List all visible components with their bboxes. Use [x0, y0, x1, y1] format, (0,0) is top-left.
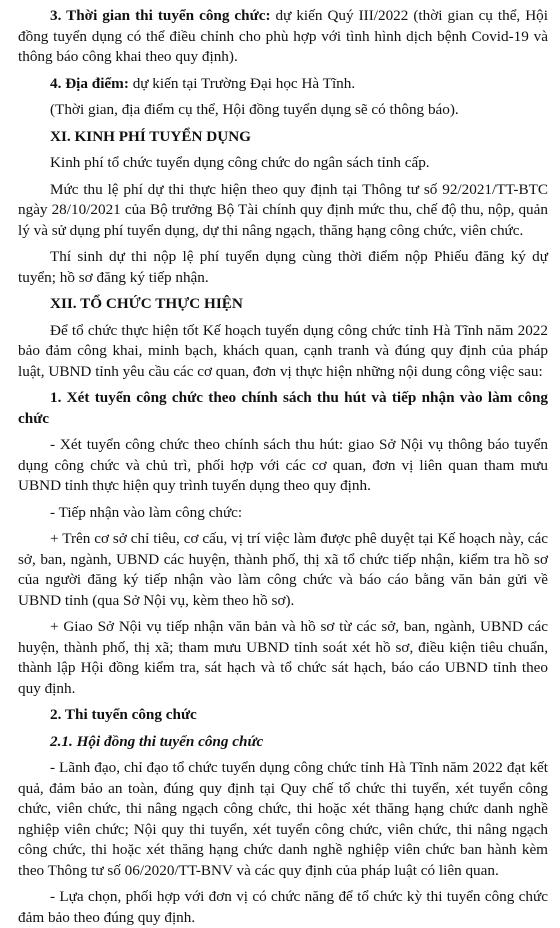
section-xi-paragraph-1: Kinh phí tổ chức tuyển dụng công chức do ngân sách tỉnh cấp. [50, 154, 430, 171]
section-3-paragraph [18, 6, 548, 68]
section-4-label: 4. Địa điểm: [50, 74, 129, 92]
section-xi-paragraph-3: Thí sinh dự thi nộp lệ phí tuyển dụng cùng thời điểm nộp Phiếu đăng ký dự tuyển; hồ sơ đăng ký tiếp nhận. [18, 248, 548, 286]
subsection-1-paragraph-2: - Tiếp nhận vào làm công chức: [50, 503, 243, 521]
section-4-note: (Thời gian, địa điểm cụ thể, Hội đồng tuyển dụng sẽ có thông báo). [50, 101, 459, 118]
subsection-1-heading: 1. Xét tuyển công chức theo chính sách thu hút và tiếp nhận vào làm công chức [18, 389, 548, 427]
section-xii-paragraph-1: Để tổ chức thực hiện tốt Kế hoạch tuyển dụng công chức tỉnh Hà Tĩnh năm 2022 bảo đảm công khai, minh bạch, khách quan, cạnh tranh và đúng quy định của pháp luật, UBND tỉnh yêu cầu các cơ quan, đơn vị thực hiện những nội dung công việc sau: [18, 321, 548, 380]
subsection-2-1-paragraph-2: - Lựa chọn, phối hợp với đơn vị có chức năng để tổ chức kỳ thi tuyển công chức đảm bảo theo đúng quy định. [18, 888, 548, 926]
subsection-1-paragraph-1: - Xét tuyển công chức theo chính sách thu hút: giao Sở Nội vụ thông báo tuyển dụng công chức và chủ trì, phối hợp với các cơ quan, đơn vị liên quan tham mưu UBND tỉnh thực hiện quy trình tuyển dụng theo quy định. [18, 436, 548, 494]
section-xi-paragraph-2: Mức thu lệ phí dự thi thực hiện theo quy định tại Thông tư số 92/2021/TT-BTC ngày 28/10/2021 của Bộ trưởng Bộ Tài chính quy định mức thu, chế độ thu, nộp, quản lý và sử dụng phí tuyển dụng, dự thi nâng ngạch, thăng hạng công chức, viên chức. [18, 180, 548, 239]
section-3-label: 3. Thời gian thi tuyển công chức: [50, 7, 271, 24]
subsection-1-paragraph-3: + Trên cơ sở chỉ tiêu, cơ cấu, vị trí việc làm được phê duyệt tại Kế hoạch này, các sở, ban, ngành, UBND các huyện, thành phố, thị xã tổ chức tiếp nhận, kiểm tra hồ sơ của người đăng ký tiếp nhận vào làm công chức và báo cáo bằng văn bản gửi về UBND tỉnh (qua Sở Nội vụ, kèm theo hồ sơ). [18, 530, 548, 609]
section-4-text: dự kiến tại Trường Đại học Hà Tĩnh. [128, 74, 356, 92]
subsection-2-1-heading: 2.1. Hội đồng thi tuyển công chức [50, 732, 264, 750]
subsection-2-heading: 2. Thi tuyển công chức [50, 706, 197, 723]
section-3-text: dự kiến Quý III/2022 (thời gian cụ thể, Hội đồng tuyển dụng có thể điều chỉnh cho phù hợp với tình hình dịch bệnh Covid-19 và thông báo công khai theo quy định). [18, 7, 548, 65]
section-xii-heading: XII. TỔ CHỨC THỰC HIỆN [50, 295, 243, 312]
section-xi-heading: XI. KINH PHÍ TUYỂN DỤNG [50, 127, 251, 145]
section-4-paragraph [18, 74, 548, 95]
subsection-2-1-paragraph-1: - Lãnh đạo, chỉ đạo tổ chức tuyển dụng công chức tỉnh Hà Tĩnh năm 2022 đạt kết quả, đảm bảo an toàn, đúng quy định tại Quy chế tổ chức thi tuyển, xét tuyển công chức, viên chức, thi nâng ngạch công chức, thi hoặc xét thăng hạng chức danh nghề nghiệp viên chức; Nội quy thi tuyển, xét tuyển công chức, viên chức, thi nâng ngạch công chức, thi hoặc xét thăng hạng chức danh nghề nghiệp viên chức ban hành kèm theo Thông tư số 06/2020/TT-BNV và các quy định của pháp luật có liên quan. [18, 759, 548, 879]
subsection-1-paragraph-4: + Giao Sở Nội vụ tiếp nhận văn bản và hồ sơ từ các sở, ban, ngành, UBND các huyện, thành phố, thị xã; tham mưu UBND tỉnh soát xét hồ sơ, điều kiện tiêu chuẩn, thành lập Hội đồng kiểm tra, sát hạch và tổ chức sát hạch, báo cáo UBND tỉnh theo quy định. [18, 618, 548, 697]
